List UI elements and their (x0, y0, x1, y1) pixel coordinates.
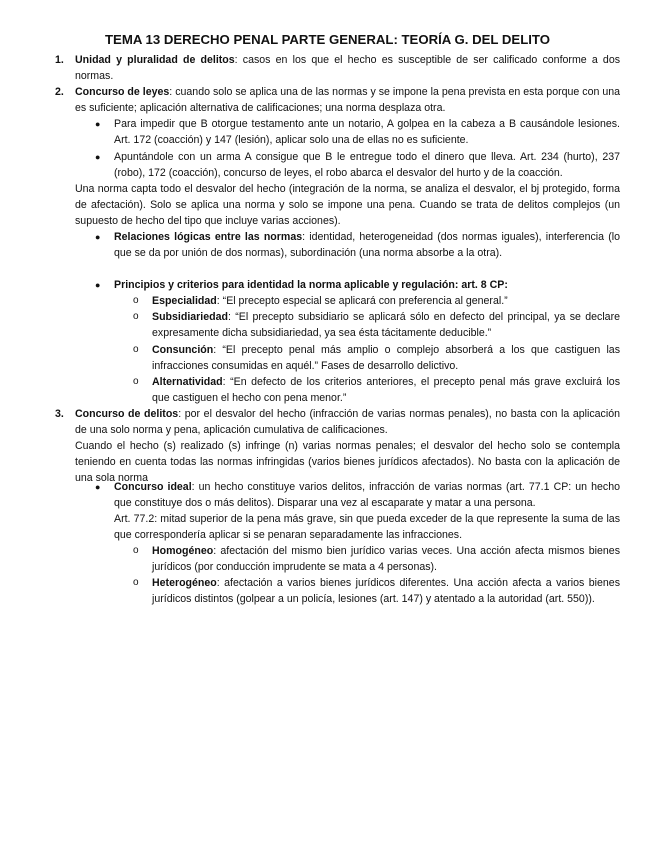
circle-bullet-icon: o (133, 311, 139, 322)
relaciones-heading: Relaciones lógicas entre las normas (114, 231, 303, 243)
section-2-text: : cuando solo se aplica una de las normas y se impone la pena prevista en esta porque con una es suficiente; aplicación alternativa de calificaciones; una norma desplaza otra. (75, 86, 621, 114)
principio-text: : “El precepto subsidiario se aplicará sólo en defecto del principal, ya se declare expresamente dicha subsidiariedad, ya sea ésta tácitamente deducible.” (152, 311, 620, 339)
example-1-text: Para impedir que B otorgue testamento ante un notario, A golpea en la cabeza a B causándole lesiones. Art. 172 (coacción) y 147 (lesión), aplicar solo una de ellas no es suficiente. (114, 118, 620, 146)
circle-bullet-icon: o (133, 295, 139, 306)
concurso-ideal-item (152, 543, 620, 575)
section-1-heading: Unidad y pluralidad de delitos (75, 54, 235, 66)
concurso-ideal-text: : un hecho constituye varios delitos, infracción de varias normas (art. 77.1 CP: un hecho que constituye dos o más delitos). Disparar una vez al escaparate y matar a una persona. (114, 481, 620, 509)
principio-text: : “El precepto penal más amplio o complejo absorberá a los que castiguen las infracciones consumidas en aquél.” Fases de desarrollo delictivo. (152, 344, 620, 372)
principio-term: Especialidad (152, 295, 217, 307)
circle-bullet-icon: o (133, 344, 139, 355)
principio-item (152, 309, 620, 341)
concurso-ideal-item (152, 575, 620, 607)
principio-term: Subsidiariedad (152, 311, 228, 323)
bullet-icon: ● (95, 482, 101, 492)
page-title: TEMA 13 DERECHO PENAL PARTE GENERAL: TEORÍA G. DEL DELITO (105, 32, 550, 47)
principio-item (152, 293, 620, 309)
section-3-number: 3. (55, 408, 64, 420)
principio-term: Consunción (152, 344, 214, 356)
section-3-heading: Concurso de delitos (75, 408, 179, 420)
section-3-text: : por el desvalor del hecho (infracción de varias normas penales), no basta con la aplicación de una solo norma y pena, aplicación cumulativa de calificaciones. (75, 408, 620, 436)
section-2-heading: Concurso de leyes (75, 86, 170, 98)
bullet-icon: ● (95, 119, 101, 129)
section-2-number: 2. (55, 86, 64, 98)
concurso-ideal-item-text: : afectación a varios bienes jurídicos diferentes. Una acción afecta a varios bienes jurídicos distintos (golpear a un policía, lesiones (art. 147) y atentado a la autoridad (art. 550)). (152, 577, 620, 605)
concurso-ideal-term: Heterogéneo (152, 577, 217, 589)
principio-item (152, 374, 620, 406)
example-2-text: Apuntándole con un arma A consigue que B le entregue todo el dinero que lleva. Art. 234 (hurto), 237 (robo), 172 (coacción), concurso de leyes, el robo abarca el desvalor del hurto y de la coacción. (114, 151, 620, 179)
principios-heading: Principios y criterios para identidad la norma aplicable y regulación: art. 8 CP: (114, 279, 508, 291)
art-77-2-note: Art. 77.2: mitad superior de la pena más grave, sin que pueda exceder de la que represente la suma de las que correspondería aplicar si se penaran separadamente las infracciones. (114, 513, 620, 541)
circle-bullet-icon: o (133, 376, 139, 387)
bullet-icon: ● (95, 232, 101, 242)
bullet-icon: ● (95, 280, 101, 290)
principio-text: : “El precepto especial se aplicará con preferencia al general.” (216, 295, 508, 307)
concurso-ideal-term: Homogéneo (152, 545, 214, 557)
bullet-icon: ● (95, 152, 101, 162)
section-3-paragraph (75, 406, 620, 438)
section-1-number: 1. (55, 54, 64, 66)
concurso-delitos-paragraph: Cuando el hecho (s) realizado (s) infringe (n) varias normas penales; el desvalor del hecho solo se contempla teniendo en cuenta todas las normas infringidas (varios bienes jurídicos afectados). No basta con la aplicación de una sola norma (75, 440, 620, 484)
relaciones-text: : identidad, heterogeneidad (dos normas iguales), interferencia (lo que se da por unión de dos normas), subordinación (una norma absorbe a la otra). (114, 231, 620, 259)
concurso-leyes-paragraph: Una norma capta todo el desvalor del hecho (integración de la norma, se analiza el desvalor, el bj protegido, forma de afectación). Solo se aplica una norma y solo se impone una pena. Cuando se trata de delitos complejos (un supuesto de hecho del tipo que incluye varias acciones). (75, 183, 620, 227)
circle-bullet-icon: o (133, 545, 139, 556)
relaciones-paragraph (114, 229, 620, 261)
principio-item (152, 342, 620, 374)
concurso-ideal-paragraph (114, 479, 620, 511)
section-1-paragraph (75, 52, 620, 84)
concurso-ideal-heading: Concurso ideal (114, 481, 192, 493)
section-1-text: : casos en los que el hecho es susceptible de ser calificado conforme a dos normas. (75, 54, 621, 82)
section-2-paragraph (75, 84, 620, 116)
principio-term: Alternatividad (152, 376, 223, 388)
circle-bullet-icon: o (133, 577, 139, 588)
concurso-ideal-item-text: : afectación del mismo bien jurídico varias veces. Una acción afecta mismos bienes jurídicos (por conducción imprudente se mata a 4 personas). (152, 545, 620, 573)
principio-text: : “En defecto de los criterios anteriores, el precepto penal más grave excluirá los que castiguen el hecho con pena menor.” (152, 376, 620, 404)
